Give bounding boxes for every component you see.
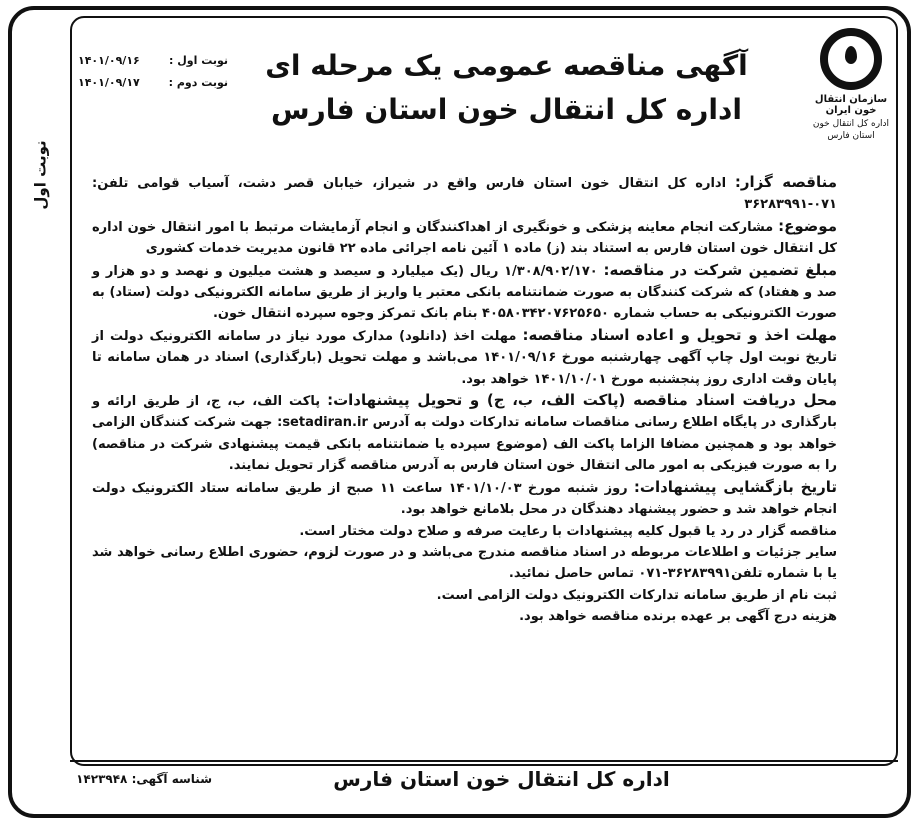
section-paragraph: هزینه درج آگهی بر عهده برنده مناقصه خواهد بود.	[519, 609, 837, 625]
organization-logo	[803, 28, 899, 142]
notice-heading	[230, 44, 783, 132]
publication-dates	[78, 50, 228, 94]
section-paragraph: مبلغ تضمین شرکت در مناقصه: ۱/۳۰۸/۹۰۲/۱۷۰ ریال (یک میلیارد و سیصد و هشت میلیون و نهصد و دو هزار و صد و هفتاد) که شرکت کنندگان به صورت ضمانتنامه بانکی معتبر یا واریز از طریق سامانه الکترونیکی دولت (ستاد) به صورت الکترونیکی به حساب شماره ۴۰۵۸۰۳۴۲۰۷۶۲۵۶۵۰ بنام بانک تمرکز وجوه سپرده انتقال خون.	[92, 260, 838, 322]
date-row: نوبت دوم : ۱۴۰۱/۰۹/۱۷	[78, 76, 228, 89]
date-row: نوبت اول : ۱۴۰۱/۰۹/۱۶	[78, 54, 228, 67]
heading-line-1: آگهی مناقصه عمومی یک مرحله ای	[265, 49, 748, 82]
section-paragraph: مناقصه گزار در رد یا قبول کلیه پیشنهادات با رعایت صرفه و صلاح دولت مختار است.	[299, 523, 837, 539]
side-tab-label: نوبت اول	[32, 140, 51, 210]
section-paragraph: ثبت نام از طریق سامانه تدارکات الکترونیک دولت الزامی است.	[436, 587, 837, 603]
section-paragraph: محل دریافت اسناد مناقصه (پاکت الف، ب، ج) و تحویل پیشنهادات: پاکت الف، ب، ج، از طریق ارائه و بارگذاری در پایگاه اطلاع رسانی مناقصات سامانه تدارکات دولت به آدرس setadiran.ir: جهت شرکت کنندگان الزامی خواهد بود و همچنین مضافا الزاما پاکت الف (موضوع سپرده یا ضمانتنامه بانکی قیمت پیشنهادی شرکت در مناقصه) را به صورت فیزیکی به امور مالی انتقال خون استان فارس به آدرس مناقصه گزار تحویل نمایند.	[92, 391, 837, 474]
notice-body	[92, 172, 837, 628]
side-tab	[18, 100, 64, 250]
heading-line-2: اداره کل انتقال خون استان فارس	[271, 93, 742, 126]
section-paragraph: مناقصه گزار: اداره کل انتقال خون استان فارس واقع در شیراز، خیابان قصر دشت، آسیاب قوامی تلفن: ۰۷۱-۳۶۲۸۳۹۹۱	[92, 173, 837, 213]
blood-drop-icon	[820, 28, 882, 90]
section-paragraph: مهلت اخذ و تحویل و اعاده اسناد مناقصه: مهلت اخذ (دانلود) مدارک مورد نیاز در سامانه الکترونیک دولت از تاریخ نوبت اول چاپ آگهی چهارشنبه مورخ ۱۴۰۱/۰۹/۱۶ می‌باشد و مهلت تحویل (بارگذاری) اسناد در همان سامانه تا پایان وقت اداری روز پنجشنبه مورخ ۱۴۰۱/۱۰/۰۱ خواهد بود.	[92, 325, 837, 387]
section-paragraph: سایر جزئیات و اطلاعات مربوطه در اسناد مناقصه مندرج می‌باشد و در صورت لزوم، حضوری اطلاع رسانی خواهد شد یا با شماره تلفن۳۶۲۸۳۹۹۱-۰۷۱ تماس حاصل نمائید.	[92, 544, 837, 582]
notice-id: شناسه آگهی: ۱۴۲۳۹۴۸	[76, 772, 212, 786]
footer-title: اداره کل انتقال خون استان فارس	[333, 767, 670, 791]
logo-title: سازمان انتقال خون ایران	[814, 94, 888, 116]
section-paragraph: موضوع: مشارکت انجام معاینه پزشکی و خونگیری از اهداکنندگان و انجام آزمایشات مرتبط با امور انتقال خون اداره کل انتقال خون استان فارس به استناد بند (ز) ماده ۱ آئین نامه اجرائی ماده ۲۲ قانون مدیریت خدمات کشوری	[92, 216, 837, 257]
section-paragraph: تاریخ بازگشایی پیشنهادات: روز شنبه مورخ ۱۴۰۱/۱۰/۰۳ ساعت ۱۱ صبح از طریق سامانه ستاد الکترونیک دولت انجام خواهد شد و حضور پیشنهاد دهندگان در محل بلامانع خواهد بود.	[92, 477, 837, 518]
logo-subtitle: اداره کل انتقال خون استان فارس	[812, 119, 890, 141]
